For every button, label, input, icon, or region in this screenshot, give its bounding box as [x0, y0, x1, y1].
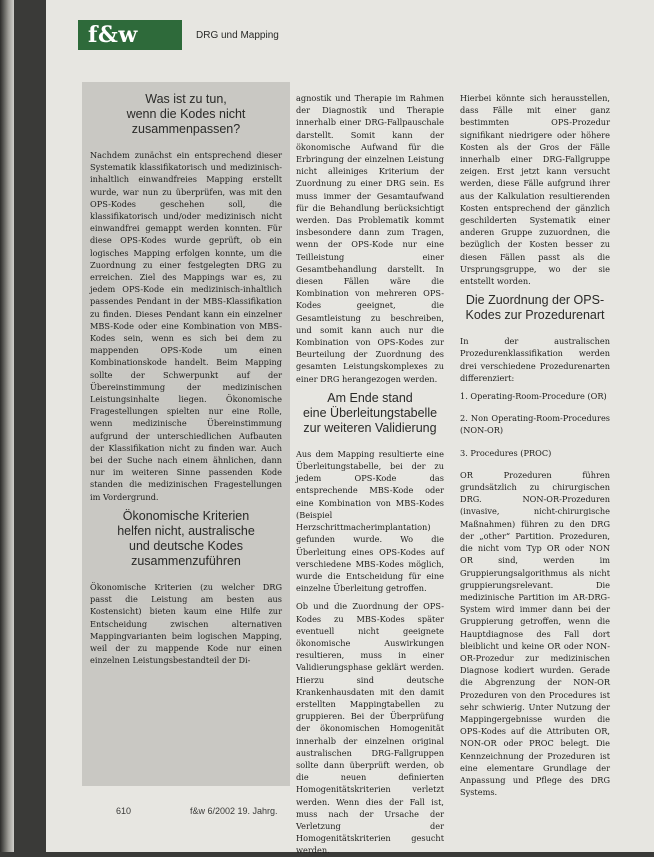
paragraph: Hierbei könnte sich herausstellen, dass Fälle mit einer ganz bestimmten OPS-Prozedur signifikant niedrigere oder höhere Kosten als der Gros der Fälle innerhalb einer DRG-Fallgruppe zeigen. Erst jetzt kann versucht werden, diese Fälle aufgrund ihrer aus der Kalkulation resultierenden Kosten entsprechend der gänzlich geschilderten Systematik einer anderen Gruppe zuzuordnen, die bezüglich der Kosten besser zu diesen Fällen passt als die Ursprungsgruppe, wo der sie entstellt worden. — [460, 93, 610, 287]
paragraph: OR Prozeduren führen grundsätzlich zu chirurgischen DRG. NON-OR-Prozeduren (invasive, nicht-chirurgische Maßnahmen) führen zu den DRG der „other“ Partition. Prozeduren, die nicht vom Typ OR oder NON OR sind, werden im Gruppierungsalgorithmus als nicht gruppierungsrelevant. Die medizinische Partition im AR-DRG-System wird immer dann bei der Gruppierung getroffen, wenn die Hauptdiagnose des Fall dort bleiblicht und keine OR oder NON-OR-Prozedur zur medizinischen Diagnose kodiert wurden. Gerade die Abgrenzung der NON-OR Prozeduren von den Procedures ist sehr schwierig. Unter Nutzung der Mappingergebnisse wurden die OPS-Kodes auf die Attributen OR, NON-OR oder PROC belegt. Die Kennzeichnung der Prozeduren ist eine elementare Grundlage der Anpassung und Pflege des DRG Systems. — [460, 469, 610, 798]
book-spine — [0, 0, 14, 852]
list-item: 3. Procedures (PROC) — [460, 447, 552, 458]
heading-economic-criteria: Ökonomische Kriterien helfen nicht, australische und deutsche Kodes zusammenzuführen — [117, 508, 255, 568]
paragraph: Ökonomische Kriterien (zu welcher DRG passt die Leistung am besten aus Kostensicht) bieten kaum eine Hilfe zur Entscheidung zwischen alternativen Mappingvarianten beim logischen Mapping, weil der zu mappende Kode nur einen einzelnen Leistungsbestandteil der Di- — [90, 581, 282, 666]
column-2 — [296, 92, 444, 856]
heading-transfer-table: Am Ende stand eine Überleitungstabelle zur weiteren Validierung — [302, 390, 438, 435]
heading-procedure-types: Die Zuordnung der OPS- Kodes zur Prozedurenart — [465, 293, 605, 323]
journal-logo: f&w — [78, 20, 182, 50]
column-3 — [460, 92, 610, 798]
paragraph: Ob und die Zuordnung der OPS-Kodes zu MBS-Kodes später eventuell nicht geeignete ökonomische Auswirkungen resultieren, muss in einer Validierungsphase geklärt werden. Hierzu sind deutsche Krankenhausdaten mit den damit erstellten Mappingtabellen zu gruppieren. Bei der Überprüfung der ökonomischen Homogenität innerhalb der einzelnen original australischen DRG-Fallgruppen sollte dann überprüft werden, ob die neuen definierten Homogenitätskriterien verletzt werden. Wenn dies der Fall ist, muss nach der Ursache der Verletzung der Homogenitätskriterien gesucht werden. — [296, 601, 444, 856]
list-item: 2. Non Operating-Room-Procedures (NON-OR) — [460, 413, 610, 436]
issue-label: f&w 6/2002 19. Jahrg. — [190, 806, 278, 816]
paragraph: agnostik und Therapie im Rahmen der Diagnostik und Therapie innerhalb einer DRG-Fallpauschale darstellt. Somit kann der ökonomische Aufwand für die Erbringung der einzelnen Leistung nicht alleiniges Kriterium der Zuordnung zu einer DRG sein. Es muss immer der Gesamtaufwand für die Behandlung berücksichtigt werden. Das Problematik kommt insbesondere dann zum Tragen, wenn der OPS-Kode nur eine Teilleistung einer Gesamtbehandlung darstellt. In diesen Fällen wäre die Kombination von mehreren OPS-Kodes geeignet, die Gesamtleistung zu beschreiben, und somit kann auch nur die Kombination von OPS-Kodes zur Beurteilung der Zuordnung des gesamten Leistungskomplexes zu einer DRG herangezogen werden. — [296, 93, 444, 384]
section-label: DRG und Mapping — [196, 30, 279, 41]
paragraph: Aus dem Mapping resultierte eine Überleitungstabelle, bei der zu jedem OPS-Kode das entsprechende MBS-Kode oder eine Kombination von MBS-Kodes (Beispiel Herzschrittmacherimplantation) gefunden wurde. Wo die Überleitung eines OPS-Kodes auf verschiedene MBS-Kodes möglich, wurde die Entscheidung für eine einzelne Überleitung getroffen. — [296, 448, 444, 594]
list-item: 1. Operating-Room-Procedure (OR) — [460, 391, 607, 402]
paragraph: In der australischen Prozedurenklassifikation werden drei verschiedene Prozedurenarten differenziert: — [460, 336, 610, 383]
heading-what-to-do: Was ist zu tun, wenn die Kodes nicht zusammenpassen? — [126, 92, 246, 136]
page-number: 610 — [116, 806, 132, 816]
paragraph: Nachdem zunächst ein entsprechend dieser Systematik klassifikatorisch und medizinisch-inhaltlich einwandfreies Mapping erstellt wurde, war nun zu überprüfen, was mit den OPS-Kodes geschehen soll, die klassifikatorisch und/oder medizinisch nicht einwandfrei gemappt werden konnten. Für diese OPS-Kodes wurde geprüft, ob ein logisches Mapping erfolgen konnte, um die Zuordnung zu einer festgelegten DRG zu erreichen. Ziel des Mappings war es, zu jedem OPS-Kode ein medizinisch-inhaltlich passendes Pendant in der MBS-Klassifikation zu finden. Dieses Pendant kann ein einzelner MBS-Kode oder eine Kombination von MBS-Kodes sein, wenn es sich bei dem zu mappenden OPS-Kode um einen Kombinationskode handelt. Beim Mapping sollte der Schwerpunkt auf der Übereinstimmung der medizinischen Leistungsinhalte liegen. Ökonomische Fragestellungen spielten nur eine Rolle, wenn medizinische Übereinstimmung aufgrund der unterschiedlichen Aufbauten der Klassifikation nicht zu finden war. Auch bei der Suche nach einem ähnlichen, dann nur im weiteren Sinne passenden Kode standen die medizinischen Fragestellungen im Vordergrund. — [90, 150, 282, 502]
column-1 — [90, 92, 282, 782]
